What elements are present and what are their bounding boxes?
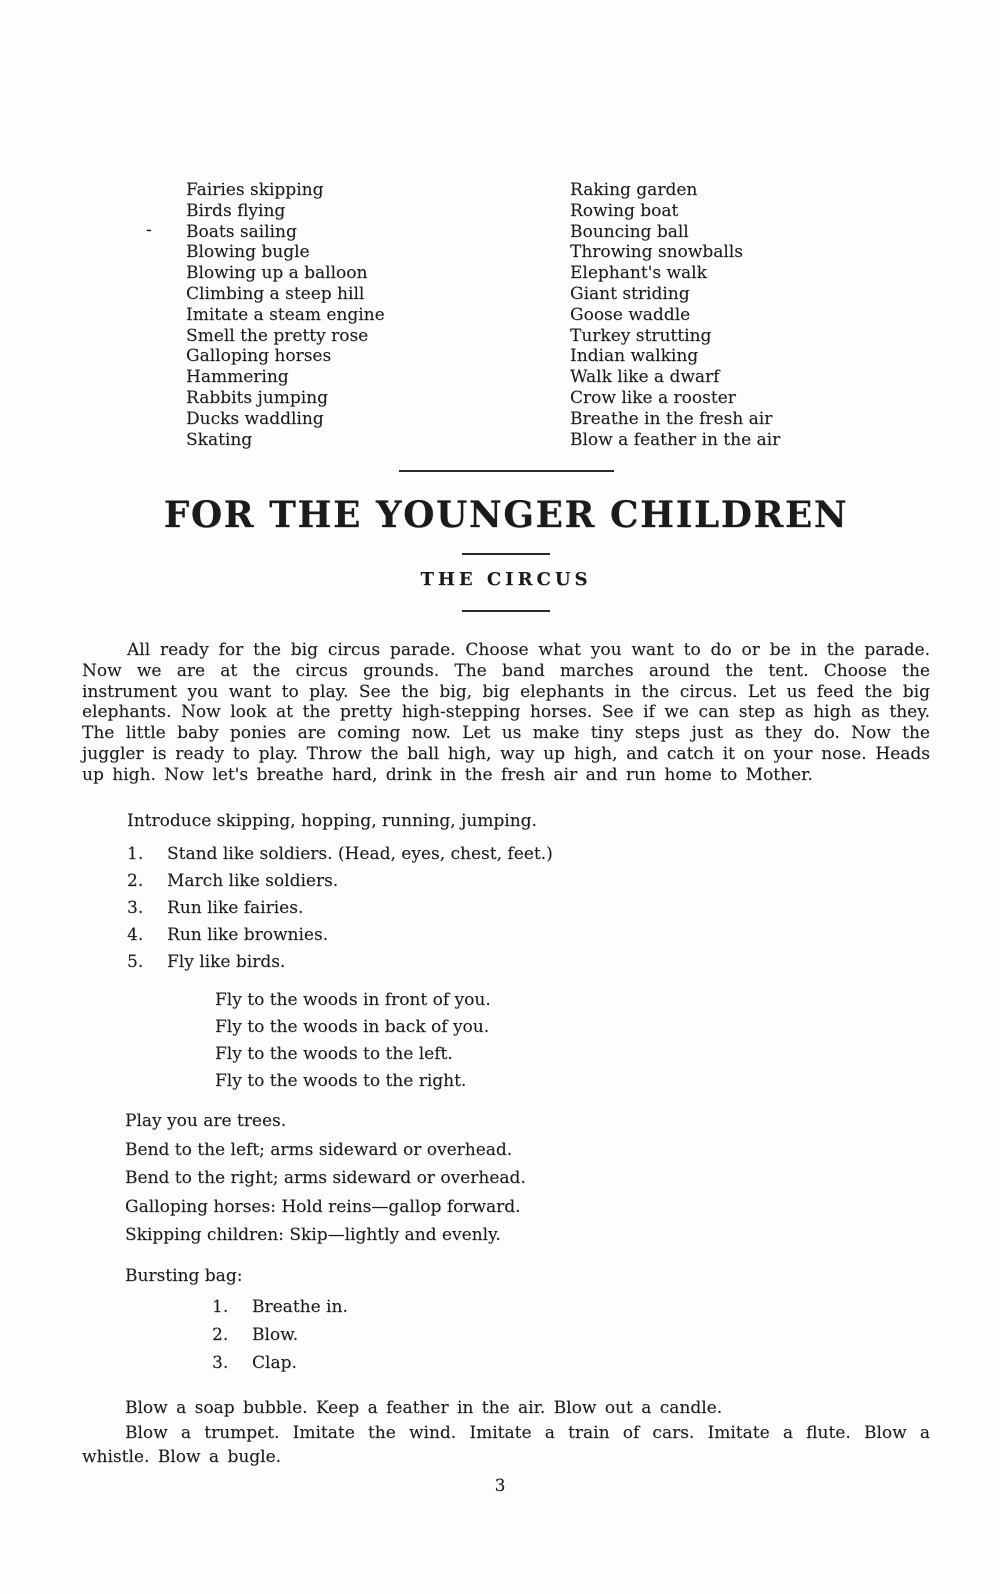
list-item: Climbing a steep hill: [186, 283, 365, 304]
list-item: Hammering: [186, 367, 289, 388]
list-item: Crow like a rooster: [570, 387, 736, 408]
activity-line: Play you are trees.: [125, 1111, 287, 1132]
activity-instructions-block: [125, 1111, 930, 1246]
list-item: Breathe in the fresh air: [570, 408, 773, 429]
intro-paragraph: All ready for the big circus parade. Choose what you want to do or be in the parade. Now we are at the circus grounds. The band marches around the tent. Choose the instrument you want to play. See the big, big elephants in the circus. Let us feed the big elephants. Now look at the pretty high-stepping horses. See if we can step as high as they. The little baby ponies are coming now. Let us make tiny steps just as they do. Now the juggler is ready to play. Throw the ball high, way up high, and catch it on your nose. Heads up high. Now let's breathe hard, drink in the fresh air and run home to Mother.: [82, 640, 930, 785]
list-item: Galloping horses: [186, 346, 332, 367]
list-item: Raking garden: [570, 180, 698, 200]
list-item: Rowing boat: [570, 200, 679, 221]
closing-line: Blow a soap bubble. Keep a feather in the air. Blow out a candle.: [125, 1398, 723, 1419]
list-item: Bouncing ball: [570, 221, 689, 242]
list-item: [82, 952, 930, 973]
list-item: Ducks waddling: [186, 408, 324, 429]
list-item: [82, 898, 930, 919]
section-subtitle: THE CIRCUS: [420, 569, 592, 591]
activity-line: Bend to the right; arms sideward or overhead.: [125, 1168, 526, 1189]
item-text: Stand like soldiers. (Head, eyes, chest, feet.): [167, 844, 553, 865]
fly-line: Fly to the woods in front of you.: [215, 990, 491, 1011]
activity-line: Bend to the left; arms sideward or overhead.: [125, 1139, 513, 1160]
list-item: Boats sailing: [186, 221, 297, 242]
item-text: March like soldiers.: [167, 871, 339, 892]
list-item: [82, 925, 930, 946]
list-item: Birds flying: [186, 200, 286, 221]
list-item: Fairies skipping: [186, 180, 324, 200]
activity-list-left: [82, 180, 570, 450]
list-item: Turkey strutting: [570, 325, 712, 346]
item-number: 3.: [212, 1353, 229, 1374]
closing-line: Blow a trumpet. Imitate the wind. Imitate a train of cars. Imitate a flute. Blow a whistle. Blow a bugle.: [82, 1422, 930, 1468]
fly-line: Fly to the woods in back of you.: [215, 1017, 490, 1038]
divider-rule-small: [462, 553, 550, 555]
list-item: [82, 1297, 930, 1318]
list-item: Imitate a steam engine: [186, 304, 385, 325]
fly-line: Fly to the woods to the left.: [215, 1044, 453, 1065]
activity-lists: [82, 0, 930, 450]
closing-paragraphs: [82, 1396, 930, 1470]
list-item: Blowing up a balloon: [186, 263, 368, 284]
margin-mark: -: [146, 220, 152, 240]
list-item: [82, 871, 930, 892]
list-item: Blowing bugle: [186, 242, 310, 263]
list-item: Giant striding: [570, 283, 690, 304]
item-text: Fly like birds.: [167, 952, 286, 973]
item-number: 4.: [127, 925, 144, 946]
list-item: Blow a feather in the air: [570, 429, 781, 450]
list-item: Rabbits jumping: [186, 387, 328, 408]
item-number: 3.: [127, 898, 144, 919]
list-item: Skating: [186, 429, 253, 450]
list-item: Indian walking: [570, 346, 699, 367]
item-text: Run like brownies.: [167, 925, 329, 946]
list-item: Throwing snowballs: [570, 242, 743, 263]
list-item: Walk like a dwarf: [570, 367, 720, 388]
page-title: FOR THE YOUNGER CHILDREN: [163, 494, 849, 537]
fly-directions-block: [215, 987, 930, 1095]
page-number: 3: [494, 1476, 506, 1496]
item-text: Run like fairies.: [167, 898, 304, 919]
numbered-exercise-list: [82, 844, 930, 973]
divider-rule-small: [462, 610, 550, 612]
list-item: [82, 1325, 930, 1346]
list-item: Goose waddle: [570, 304, 691, 325]
item-number: 2.: [212, 1325, 229, 1346]
list-item: [82, 844, 930, 865]
list-item: Elephant's walk: [570, 263, 707, 284]
list-item: Smell the pretty rose: [186, 325, 369, 346]
introduce-line: Introduce skipping, hopping, running, jumping.: [127, 811, 537, 832]
item-number: 2.: [127, 871, 144, 892]
activity-line: Galloping horses: Hold reins—gallop forward.: [125, 1196, 521, 1217]
item-number: 5.: [127, 952, 144, 973]
activity-list-right: [570, 180, 930, 450]
bursting-bag-list: [82, 1297, 930, 1374]
fly-line: Fly to the woods to the right.: [215, 1071, 467, 1092]
bursting-bag-label: Bursting bag:: [125, 1266, 243, 1287]
list-item: [82, 1353, 930, 1374]
item-text: Clap.: [252, 1353, 297, 1374]
item-number: 1.: [127, 844, 144, 865]
divider-rule: [399, 470, 614, 472]
item-text: Breathe in.: [252, 1297, 348, 1318]
activity-line: Skipping children: Skip—lightly and evenly.: [125, 1225, 501, 1246]
item-number: 1.: [212, 1297, 229, 1318]
item-text: Blow.: [252, 1325, 299, 1346]
